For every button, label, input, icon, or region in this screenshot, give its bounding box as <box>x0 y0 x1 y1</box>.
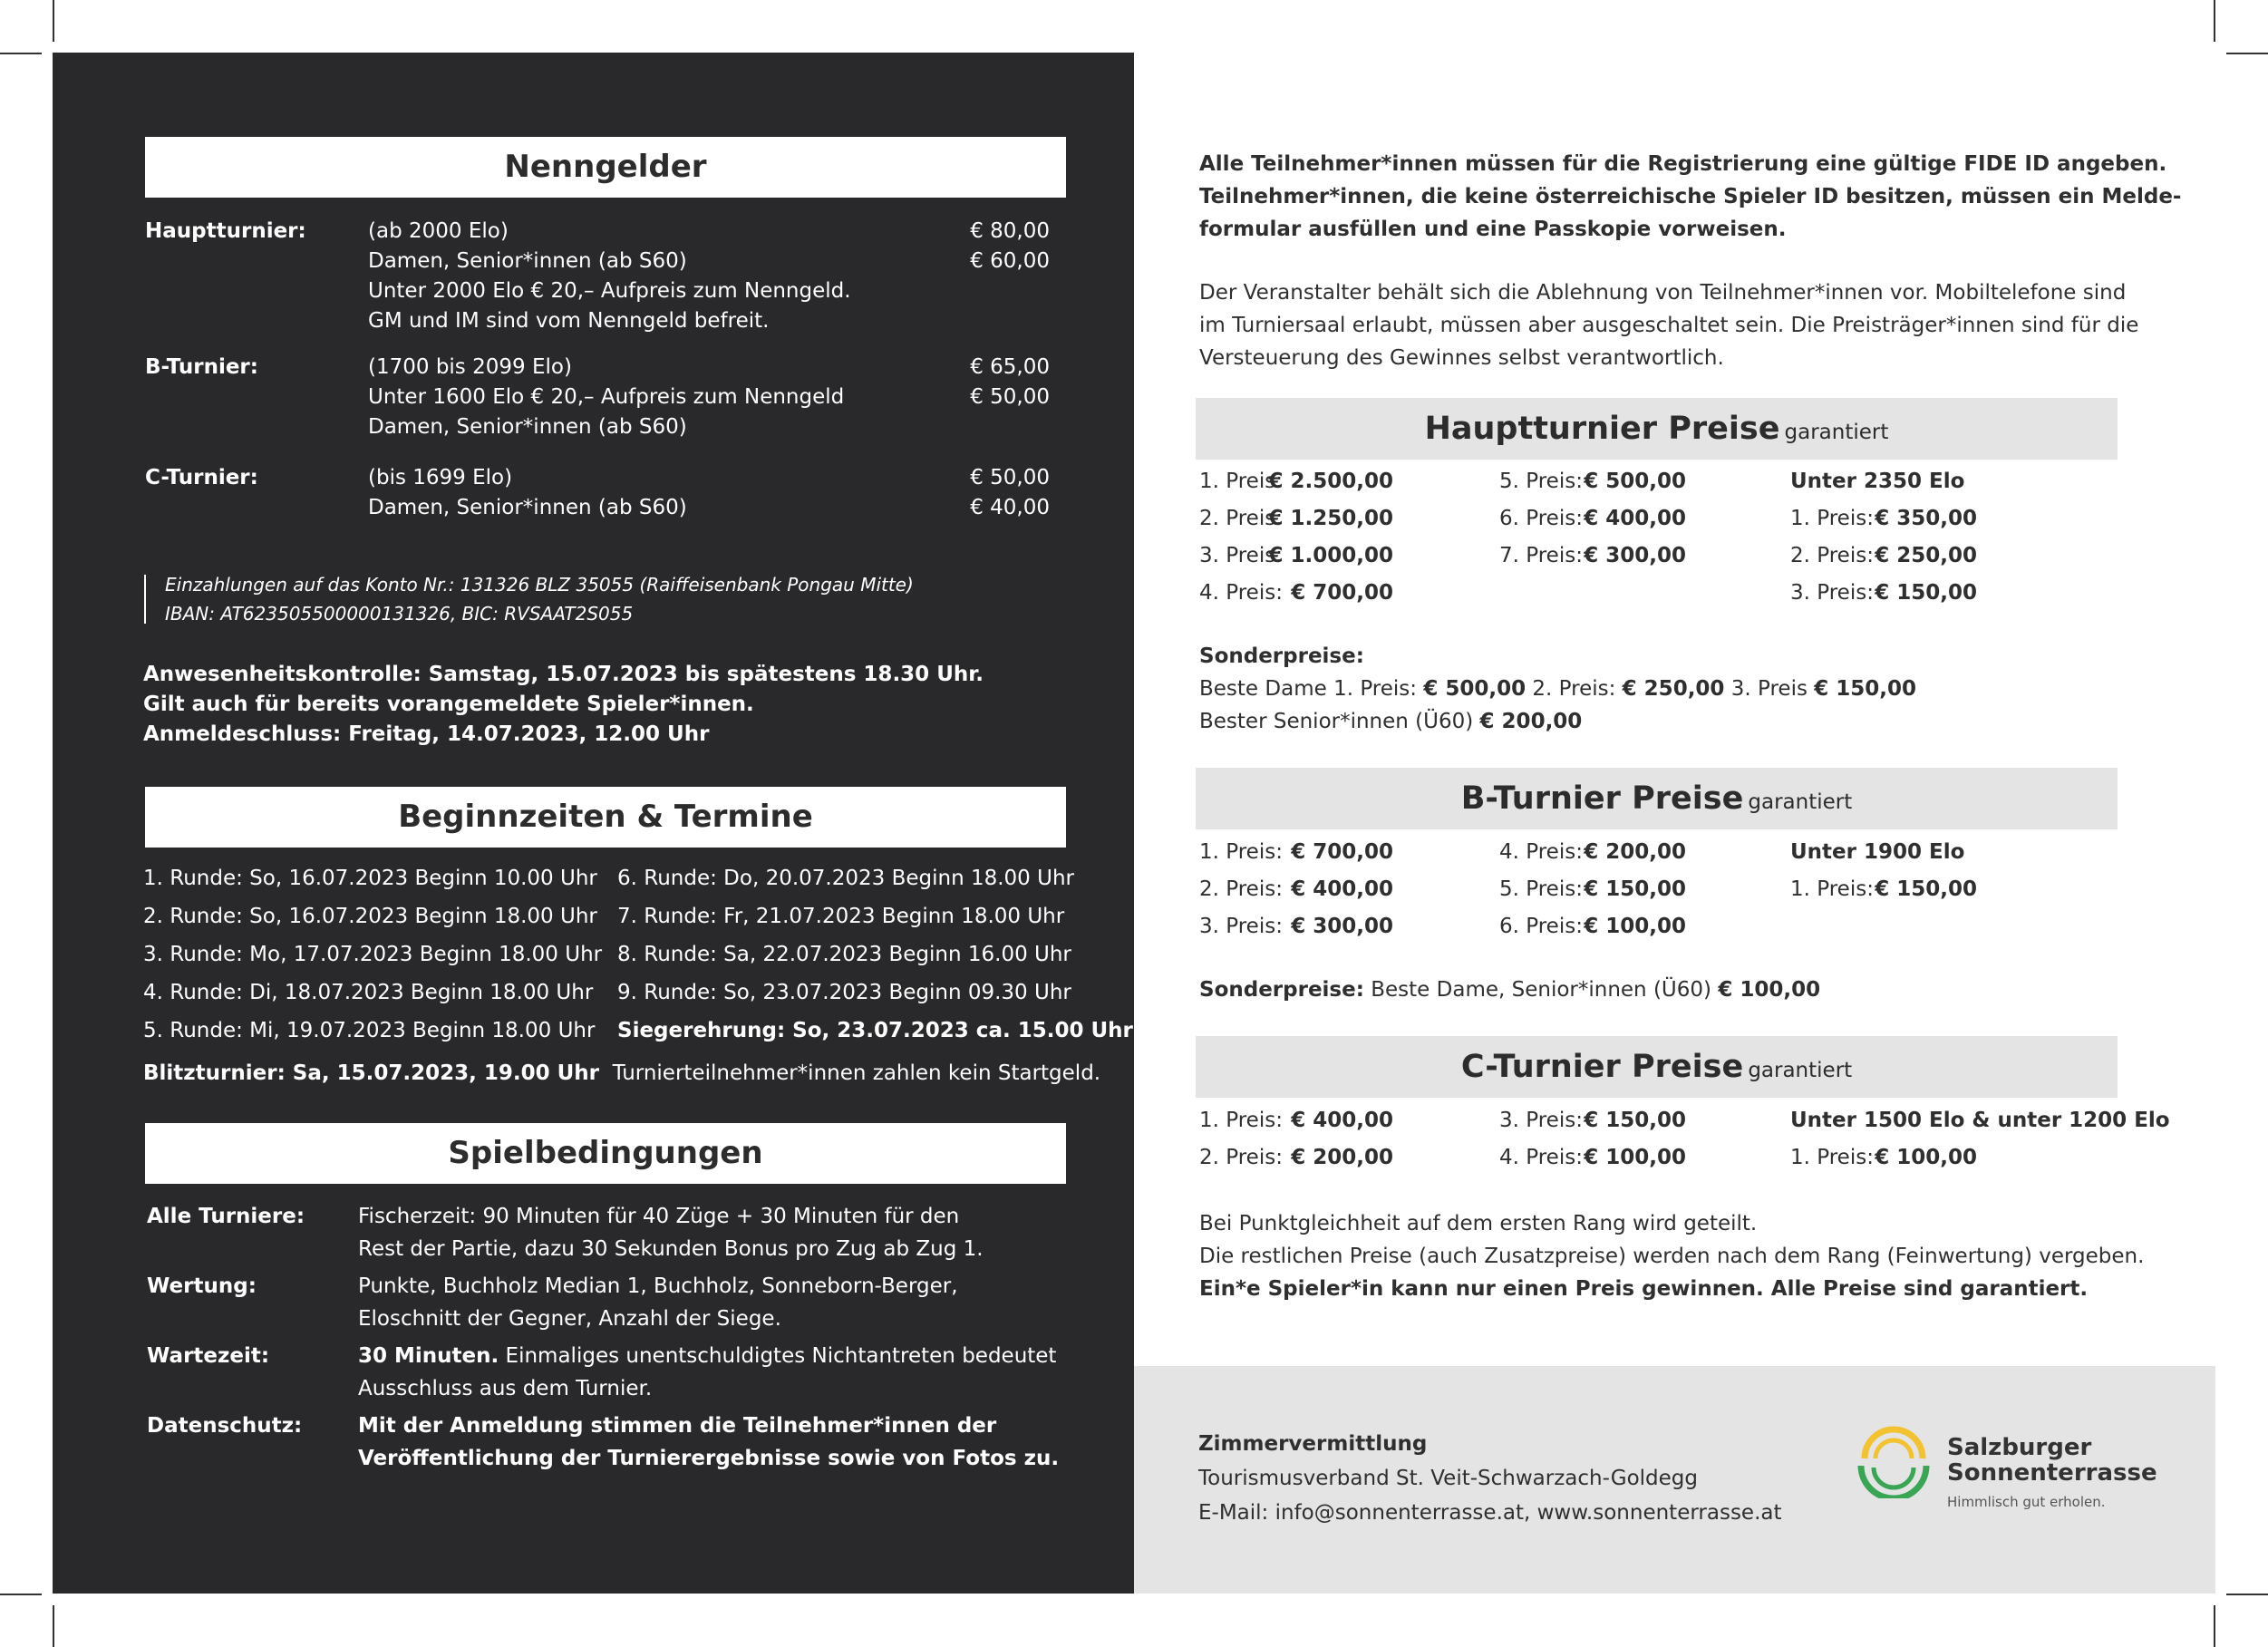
prize-value: € 2.500,00 <box>1268 470 1393 493</box>
prize-value: € 150,00 <box>1875 581 1977 605</box>
beginnzeiten-heading: Beginnzeiten & Termine <box>145 787 1066 848</box>
anmeldeschluss-line: Anmeldeschluss: Freitag, 14.07.2023, 12.00 Uhr <box>143 722 710 746</box>
elo-subgroup-heading: Unter 1500 Elo & unter 1200 Elo <box>1790 1109 2170 1132</box>
alle-label: Alle Turniere: <box>147 1205 305 1228</box>
haupt-prizes-heading <box>1196 398 2118 460</box>
fee-price: € 65,00 <box>970 355 1050 379</box>
sonder-text: Bester Senior*innen (Ü60) <box>1199 710 1480 733</box>
intro-line: Versteuerung des Gewinnes selbst verantwortlich. <box>1199 346 1724 370</box>
intro-line: im Turniersaal erlaubt, müssen aber ausgeschaltet sein. Die Preisträger*innen sind für die <box>1199 314 2139 337</box>
elo-subgroup-heading: Unter 2350 Elo <box>1790 470 1965 493</box>
round-entry: 7. Runde: Fr, 21.07.2023 Beginn 18.00 Uhr <box>617 905 1065 928</box>
prize-label: 1. Preis: <box>1199 840 1283 864</box>
wartezeit-rest: Einmaliges unentschuldigtes Nichtantreten bedeutet <box>499 1344 1057 1368</box>
elo-subgroup-heading: Unter 1900 Elo <box>1790 840 1965 864</box>
prize-label: 5. Preis: <box>1499 470 1583 493</box>
zimmervermittlung-heading: Zimmervermittlung <box>1198 1432 1428 1456</box>
round-entry: 2. Runde: So, 16.07.2023 Beginn 18.00 Uhr <box>143 905 597 928</box>
wartezeit-label: Wartezeit: <box>147 1344 270 1368</box>
condition-line: Rest der Partie, dazu 30 Sekunden Bonus pro Zug ab Zug 1. <box>358 1237 984 1261</box>
prize-value: € 150,00 <box>1584 1109 1686 1132</box>
sonderpreise-heading: Sonderpreise: <box>1199 644 1364 668</box>
round-entry: 4. Runde: Di, 18.07.2023 Beginn 18.00 Uhr <box>143 981 594 1004</box>
round-entry: 1. Runde: So, 16.07.2023 Beginn 10.00 Uhr <box>143 867 597 890</box>
anwesenheit-line: Gilt auch für bereits vorangemeldete Spieler*innen. <box>143 693 754 716</box>
prize-label: 7. Preis: <box>1499 544 1583 567</box>
prize-label: 1. Preis: <box>1790 507 1874 530</box>
prize-value: € 250,00 <box>1875 544 1977 567</box>
prize-value: € 500,00 <box>1584 470 1686 493</box>
prize-label: 6. Preis: <box>1499 507 1583 530</box>
fee-price: € 50,00 <box>970 466 1050 489</box>
prize-label: 3. Preis: <box>1499 1109 1583 1132</box>
fee-price: € 40,00 <box>970 496 1050 519</box>
spielbedingungen-heading: Spielbedingungen <box>145 1123 1066 1184</box>
prize-label: 4. Preis: <box>1499 1146 1583 1169</box>
siegerehrung: Siegerehrung: So, 23.07.2023 ca. 15.00 Uhr <box>617 1019 1133 1042</box>
footer <box>1134 1366 2215 1594</box>
c-prizes-heading <box>1196 1036 2118 1098</box>
prize-value: € 100,00 <box>1584 1146 1686 1169</box>
condition-line: Punkte, Buchholz Median 1, Buchholz, Sonneborn-Berger, <box>358 1274 958 1298</box>
round-entry: 6. Runde: Do, 20.07.2023 Beginn 18.00 Uhr <box>617 867 1074 890</box>
prize-value: € 350,00 <box>1875 507 1977 530</box>
fee-line: Damen, Senior*innen (ab S60) <box>368 249 687 273</box>
round-entry: 8. Runde: Sa, 22.07.2023 Beginn 16.00 Uhr <box>617 943 1071 966</box>
prize-label: 2. Preis: <box>1199 877 1283 901</box>
prize-label: 6. Preis: <box>1499 915 1583 938</box>
prize-value: € 200,00 <box>1291 1146 1393 1169</box>
closing-bold-line: Ein*e Spieler*in kann nur einen Preis gewinnen. Alle Preise sind garantiert. <box>1199 1277 2089 1301</box>
haupt-prizes-title: Hauptturnier Preise <box>1424 411 1780 447</box>
sonder-text: 2. Preis: <box>1526 677 1623 701</box>
condition-line: Fischerzeit: 90 Minuten für 40 Züge + 30 Minuten für den <box>358 1205 960 1228</box>
sonder-text: Beste Dame, Senior*innen (Ü60) <box>1363 978 1719 1002</box>
sonder-value: € 100,00 <box>1718 978 1821 1002</box>
b-prizes-heading <box>1196 768 2118 829</box>
closing-line: Bei Punktgleichheit auf dem ersten Rang wird geteilt. <box>1199 1212 1758 1235</box>
b-label: B-Turnier: <box>145 355 258 379</box>
wertung-label: Wertung: <box>147 1274 257 1298</box>
sonder-value: € 250,00 <box>1622 677 1725 701</box>
logo-wordmark-line: Sonnenterrasse <box>1947 1459 2157 1487</box>
crop-mark <box>0 53 42 54</box>
sonder-text: 3. Preis <box>1724 677 1815 701</box>
prize-value: € 700,00 <box>1291 840 1393 864</box>
crop-mark <box>2226 53 2268 54</box>
fee-line: Unter 2000 Elo € 20,– Aufpreis zum Nenngeld. <box>368 279 851 303</box>
fee-price: € 80,00 <box>970 219 1050 243</box>
crop-mark <box>2214 0 2215 42</box>
guaranteed-label: garantiert <box>1748 790 1853 814</box>
logo-sun-arc <box>1865 1429 1923 1458</box>
crop-mark <box>2214 1605 2215 1647</box>
crop-mark <box>2226 1594 2268 1595</box>
fee-price: € 60,00 <box>970 249 1050 273</box>
c-label: C-Turnier: <box>145 466 258 489</box>
prize-value: € 1.250,00 <box>1268 507 1393 530</box>
sonder-text: Beste Dame 1. Preis: <box>1199 677 1424 701</box>
logo-sun-arc <box>1875 1440 1912 1458</box>
prize-value: € 300,00 <box>1584 544 1686 567</box>
prize-value: € 150,00 <box>1875 877 1977 901</box>
right-panel <box>1134 53 2215 1594</box>
guaranteed-label: garantiert <box>1784 421 1889 444</box>
guaranteed-label: garantiert <box>1748 1059 1853 1082</box>
footer-contact: E-Mail: info@sonnenterrasse.at, www.sonnenterrasse.at <box>1198 1501 1782 1525</box>
closing-line: Die restlichen Preise (auch Zusatzpreise) werden nach dem Rang (Feinwertung) vergeben. <box>1199 1245 2145 1268</box>
prize-label: 1. Preis: <box>1199 470 1283 493</box>
nenngelder-heading: Nenngelder <box>145 137 1066 198</box>
fee-line: (1700 bis 2099 Elo) <box>368 355 572 379</box>
bank-line: IBAN: AT623505500000131326, BIC: RVSAAT2S055 <box>165 603 634 625</box>
fee-line: (bis 1699 Elo) <box>368 466 513 489</box>
intro-bold-line: Teilnehmer*innen, die keine österreichische Spieler ID besitzen, müssen ein Melde- <box>1199 185 2182 208</box>
prize-label: 3. Preis: <box>1790 581 1874 605</box>
prize-label: 3. Preis: <box>1199 915 1283 938</box>
fee-line: Damen, Senior*innen (ab S60) <box>368 415 687 439</box>
prize-label: 4. Preis: <box>1499 840 1583 864</box>
logo-terrace-arc <box>1861 1466 1926 1498</box>
bank-line: Einzahlungen auf das Konto Nr.: 131326 BLZ 35055 (Raiffeisenbank Pongau Mitte) <box>165 574 914 596</box>
blitz-note: Turnierteilnehmer*innen zahlen kein Startgeld. <box>612 1061 1101 1085</box>
blitzturnier <box>143 1059 1100 1089</box>
logo-tagline: Himmlisch gut erholen. <box>1947 1494 2106 1510</box>
prize-label: 2. Preis: <box>1199 507 1283 530</box>
logo-wordmark-line: Salzburger <box>1947 1434 2092 1461</box>
prize-value: € 150,00 <box>1584 877 1686 901</box>
fee-line: Unter 1600 Elo € 20,– Aufpreis zum Nenngeld <box>368 385 845 409</box>
prize-label: 1. Preis: <box>1790 877 1874 901</box>
prize-label: 5. Preis: <box>1499 877 1583 901</box>
sonder-heading: Sonderpreise: <box>1199 978 1364 1002</box>
fee-line: (ab 2000 Elo) <box>368 219 509 243</box>
prize-value: € 400,00 <box>1291 877 1393 901</box>
prize-label: 4. Preis: <box>1199 581 1283 605</box>
prize-value: € 200,00 <box>1584 840 1686 864</box>
condition-line: Eloschnitt der Gegner, Anzahl der Siege. <box>358 1307 781 1331</box>
prize-label: 2. Preis: <box>1790 544 1874 567</box>
prize-label: 2. Preis: <box>1199 1146 1283 1169</box>
intro-bold-line: Alle Teilnehmer*innen müssen für die Registrierung eine gültige FIDE ID angeben. <box>1199 152 2167 176</box>
condition-line: Veröffentlichung der Turnierergebnisse sowie von Fotos zu. <box>358 1447 1060 1470</box>
prize-value: € 1.000,00 <box>1268 544 1393 567</box>
round-entry: 3. Runde: Mo, 17.07.2023 Beginn 18.00 Uhr <box>143 943 603 966</box>
anwesenheit-line: Anwesenheitskontrolle: Samstag, 15.07.2023 bis spätestens 18.30 Uhr. <box>143 663 984 686</box>
intro-line: Der Veranstalter behält sich die Ablehnung von Teilnehmer*innen vor. Mobiltelefone sind <box>1199 281 2127 305</box>
prize-label: 1. Preis: <box>1199 1109 1283 1132</box>
round-entry: 9. Runde: So, 23.07.2023 Beginn 09.30 Uhr <box>617 981 1071 1004</box>
b-prizes-title: B-Turnier Preise <box>1460 780 1744 817</box>
condition-line: Mit der Anmeldung stimmen die Teilnehmer*innen der <box>358 1414 997 1438</box>
condition-line <box>358 1342 1056 1371</box>
fee-line: Damen, Senior*innen (ab S60) <box>368 496 687 519</box>
condition-line: Ausschluss aus dem Turnier. <box>358 1377 653 1400</box>
haupt-label: Hauptturnier: <box>145 219 306 243</box>
left-panel <box>53 53 1134 1594</box>
prize-value: € 300,00 <box>1291 915 1393 938</box>
intro-bold-line: formular ausfüllen und eine Passkopie vorweisen. <box>1199 218 1787 241</box>
wartezeit-bold: 30 Minuten. <box>358 1344 499 1368</box>
sonder-value: € 150,00 <box>1814 677 1917 701</box>
quote-bar <box>144 575 146 624</box>
blitz-date: Blitzturnier: Sa, 15.07.2023, 19.00 Uhr <box>143 1061 600 1085</box>
prize-value: € 700,00 <box>1291 581 1393 605</box>
crop-mark <box>53 1605 54 1647</box>
prize-value: € 400,00 <box>1584 507 1686 530</box>
sonder-value: € 500,00 <box>1423 677 1527 701</box>
prize-value: € 100,00 <box>1584 915 1686 938</box>
prize-value: € 400,00 <box>1291 1109 1393 1132</box>
sonnenterrasse-logo-icon <box>1857 1426 1930 1498</box>
crop-mark <box>0 1594 42 1595</box>
round-entry: 5. Runde: Mi, 19.07.2023 Beginn 18.00 Uhr <box>143 1019 596 1042</box>
prize-value: € 100,00 <box>1875 1146 1977 1169</box>
c-prizes-title: C-Turnier Preise <box>1460 1049 1744 1085</box>
prize-label: 3. Preis: <box>1199 544 1283 567</box>
sonder-value: € 200,00 <box>1479 710 1583 733</box>
crop-mark <box>53 0 54 42</box>
footer-org: Tourismusverband St. Veit-Schwarzach-Goldegg <box>1198 1467 1698 1490</box>
sonderpreise-line <box>1199 673 1916 705</box>
prize-label: 1. Preis: <box>1790 1146 1874 1169</box>
b-sonderpreise-line <box>1199 974 1820 1006</box>
datenschutz-label: Datenschutz: <box>147 1414 303 1438</box>
sonderpreise-line <box>1199 705 1582 738</box>
fee-line: GM und IM sind vom Nenngeld befreit. <box>368 309 770 333</box>
fee-price: € 50,00 <box>970 385 1050 409</box>
logo-terrace-arc <box>1874 1468 1914 1487</box>
